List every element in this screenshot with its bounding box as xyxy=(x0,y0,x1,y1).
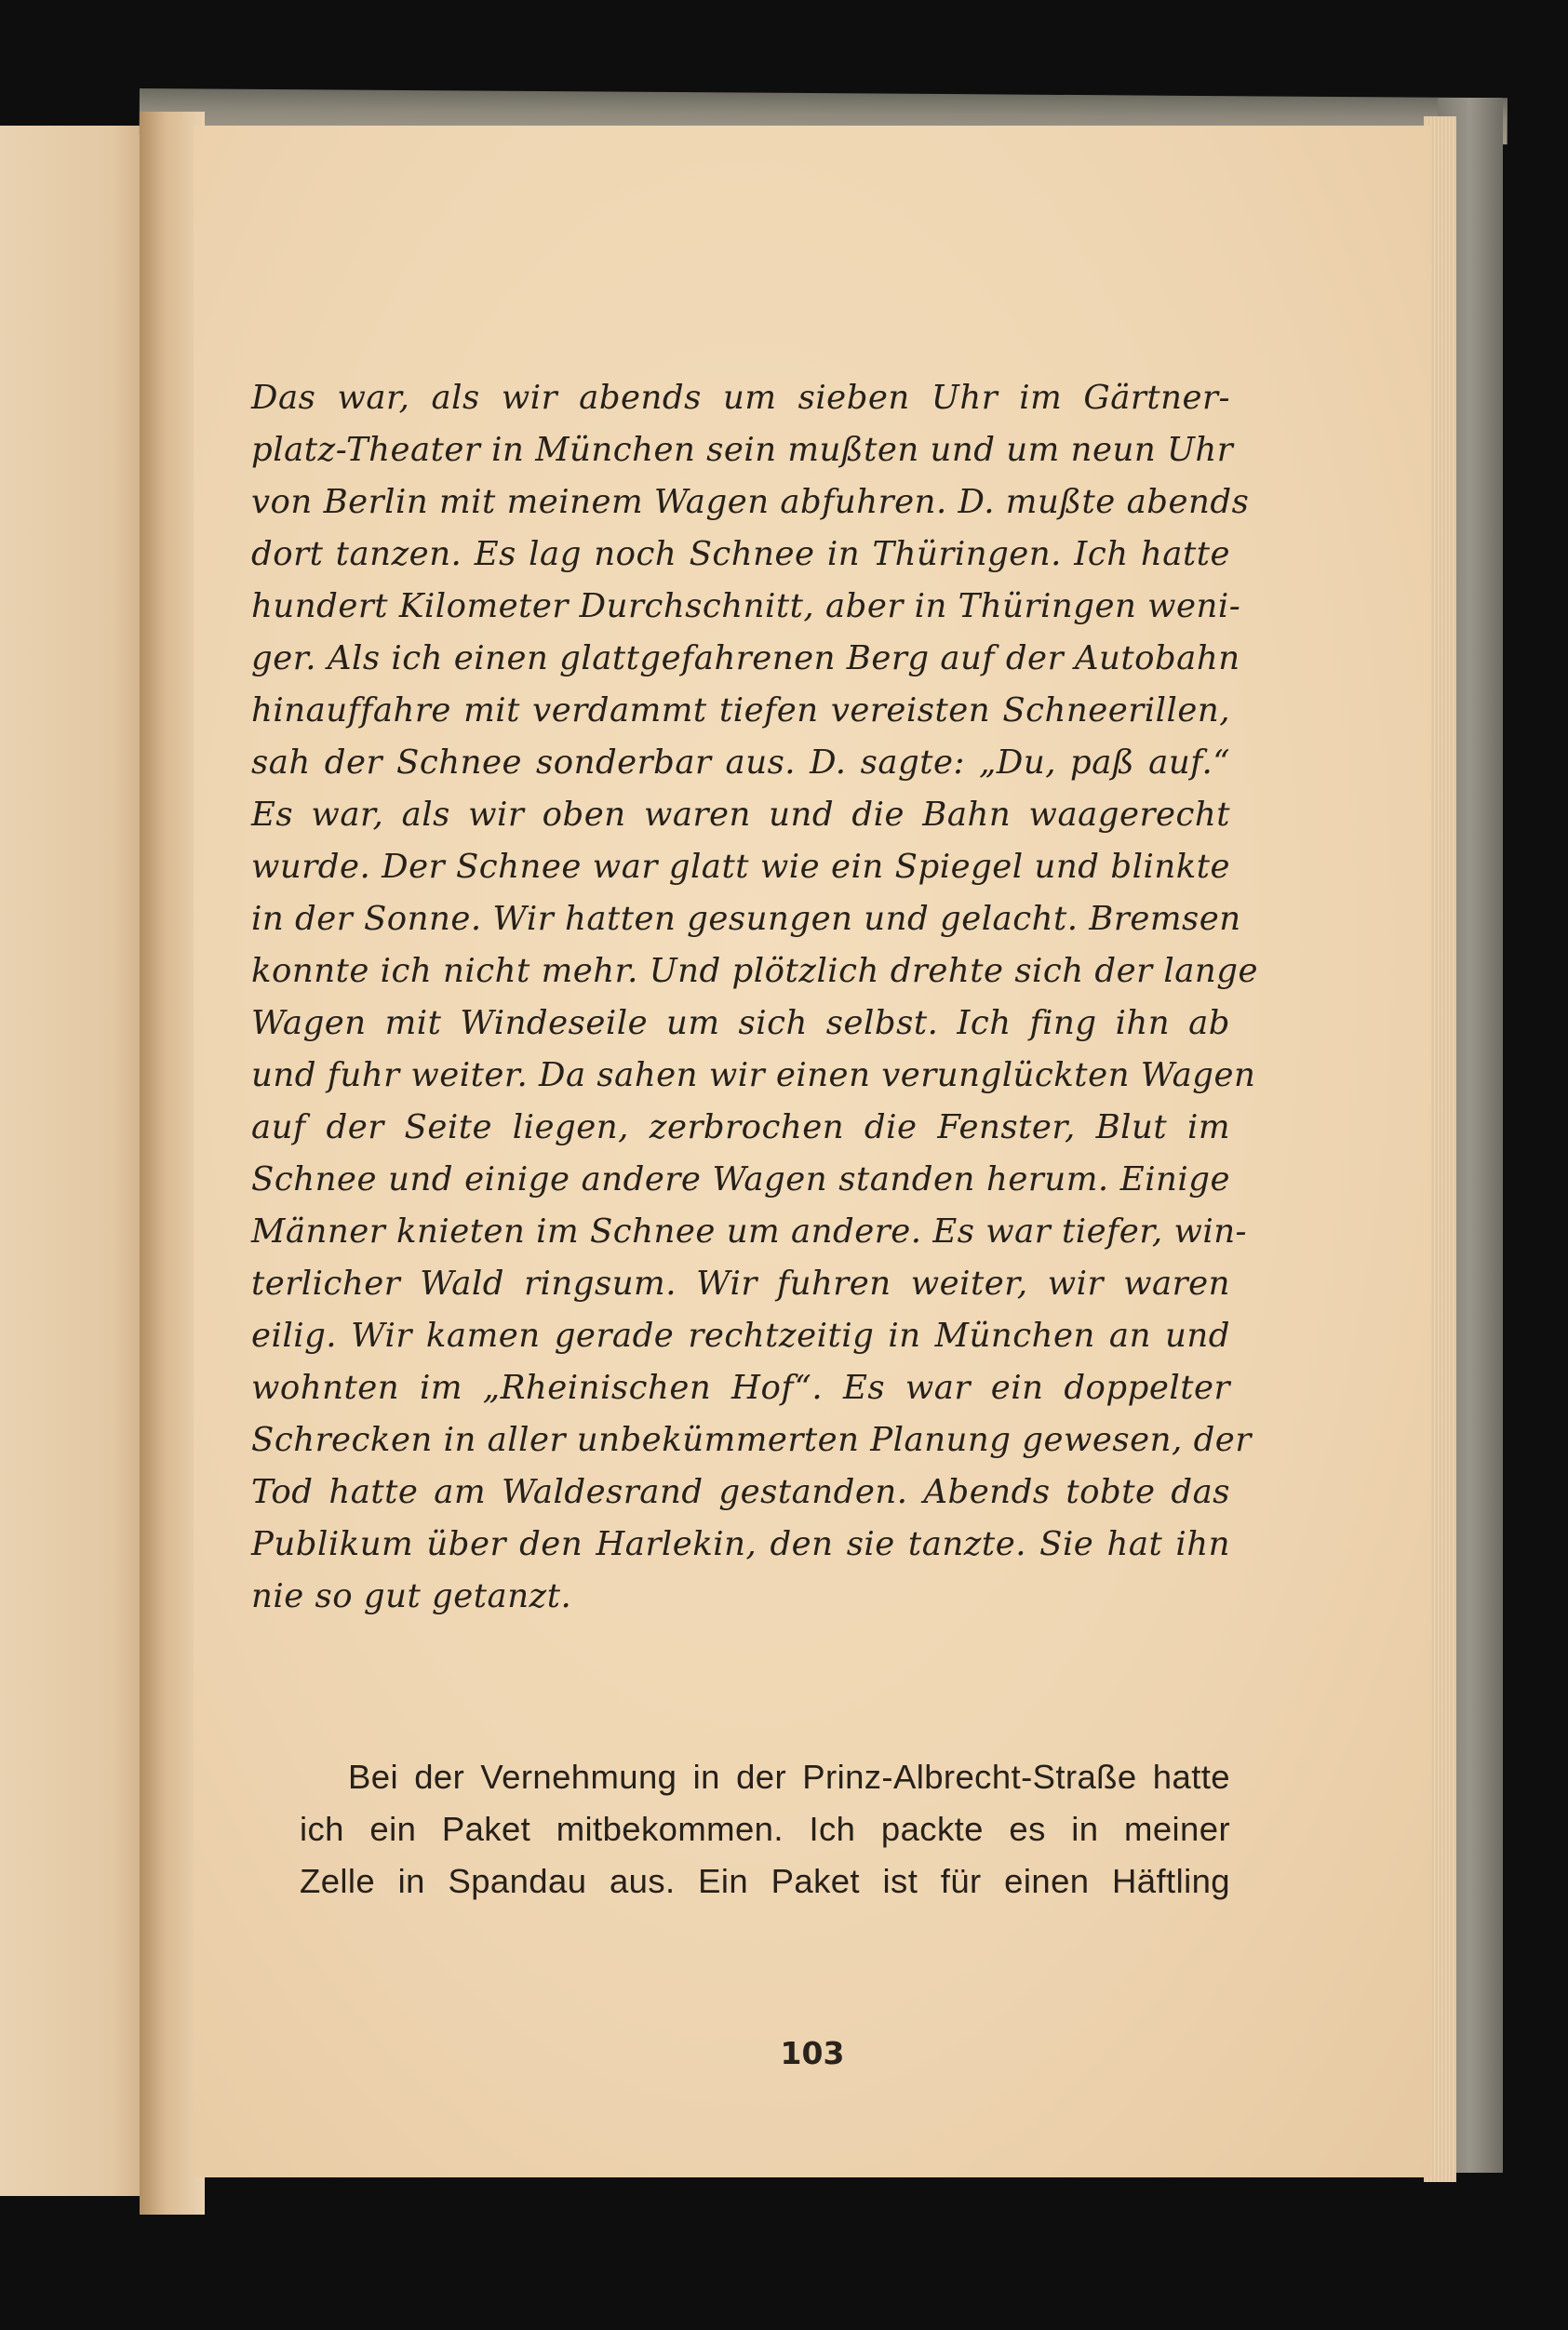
text-line: Publikum über den Harlekin, den sie tanzte. Sie hat ihn xyxy=(251,1525,1230,1563)
paragraph-gap xyxy=(251,1623,1230,1751)
text-line: wohnten im „Rheinischen Hof“. Es war ein doppelter xyxy=(251,1369,1230,1407)
text-line: sah der Schnee sonderbar aus. D. sagte: „Du, paß auf.“ xyxy=(251,743,1230,782)
text-line: dort tanzen. Es lag noch Schnee in Thüringen. Ich hatte xyxy=(251,535,1230,573)
text-line: hundert Kilometer Durchschnitt, aber in Thüringen weni- xyxy=(251,587,1241,625)
text-line: Wagen mit Windeseile um sich selbst. Ich fing ihn ab xyxy=(251,1004,1230,1042)
text-line: Bei der Vernehmung in der Prinz-Albrecht-Straße hatte xyxy=(348,1758,1230,1796)
text-line: in der Sonne. Wir hatten gesungen und gelacht. Bremsen xyxy=(251,900,1241,938)
text-line: Männer knieten im Schnee um andere. Es war tiefer, win- xyxy=(251,1212,1248,1251)
text-line: platz-Theater in München sein mußten und um neun Uhr xyxy=(251,431,1234,469)
text-line: wurde. Der Schnee war glatt wie ein Spiegel und blinkte xyxy=(251,848,1230,886)
text-line: auf der Seite liegen, zerbrochen die Fenster, Blut im xyxy=(251,1108,1230,1146)
text-line: Tod hatte am Waldesrand gestanden. Abends tobte das xyxy=(251,1473,1230,1511)
text-line: nie so gut getanzt. xyxy=(251,1577,572,1615)
text-line: Das war, als wir abends um sieben Uhr im Gärtner- xyxy=(251,379,1230,417)
text-line: ich ein Paket mitbekommen. Ich packte es in meiner xyxy=(300,1810,1230,1848)
text-line: Zelle in Spandau aus. Ein Paket ist für einen Häftling xyxy=(300,1862,1230,1900)
roman-paragraph xyxy=(251,1751,1230,1908)
text-line: Schnee und einige andere Wagen standen herum. Einige xyxy=(251,1160,1230,1198)
italic-paragraph xyxy=(251,372,1259,1623)
text-line: Es war, als wir oben waren und die Bahn waagerecht xyxy=(251,796,1230,834)
text-line: terlicher Wald ringsum. Wir fuhren weiter, wir waren xyxy=(251,1265,1230,1303)
text-line: Schrecken in aller unbekümmerten Planung gewesen, der xyxy=(251,1421,1252,1459)
text-line: konnte ich nicht mehr. Und plötzlich drehte sich der lange xyxy=(251,952,1259,990)
text-line: von Berlin mit meinem Wagen abfuhren. D. mußte abends xyxy=(251,483,1250,521)
text-line: und fuhr weiter. Da sahen wir einen verunglückten Wagen xyxy=(251,1056,1256,1094)
page-text xyxy=(251,372,1259,1908)
text-line: eilig. Wir kamen gerade rechtzeitig in München an und xyxy=(251,1317,1230,1355)
text-line: hinauffahre mit verdammt tiefen vereisten Schneerillen, xyxy=(251,691,1230,730)
page-number: 103 xyxy=(780,2035,845,2071)
left-page-edge xyxy=(0,126,160,2196)
text-line: ger. Als ich einen glattgefahrenen Berg auf der Autobahn xyxy=(251,639,1240,677)
